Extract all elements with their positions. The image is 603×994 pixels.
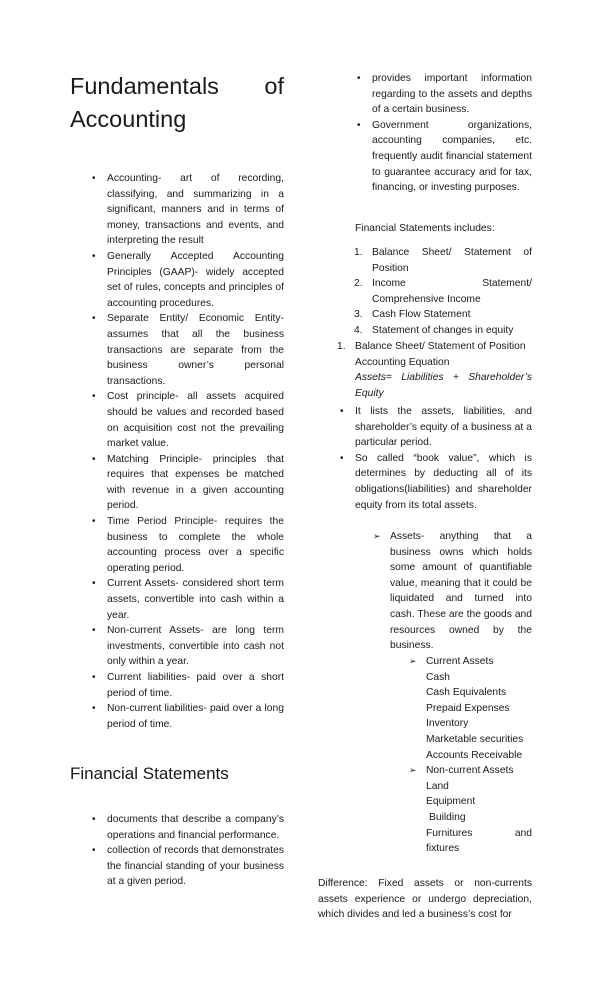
fs-includes-list xyxy=(354,245,532,339)
bullet-icon: • xyxy=(92,845,96,857)
bullet-icon: • xyxy=(92,703,96,715)
balance-sheet-heading: Balance Sheet/ Statement of Position xyxy=(355,341,526,352)
list-item: 1. Balance Sheet/ Statement of Position xyxy=(354,247,532,274)
list-item: • Non-current liabilities- paid over a long period of time. xyxy=(92,703,284,730)
list-item: • Cost principle- all assets acquired should be values and recorded based on acquisition cost not the prevailing market value. xyxy=(92,391,284,450)
arrow-bullet-icon: ➢ xyxy=(409,765,417,776)
bullet-icon: • xyxy=(92,453,96,465)
fs-includes-label: Financial Statements includes: xyxy=(355,223,495,234)
equation-label: Accounting Equation xyxy=(355,356,450,368)
arrow-bullet-icon: ➢ xyxy=(409,656,417,666)
list-item: • Accounting- art of recording, classifying, and summarizing in a significant, manners and in terms of money, transactions and events, and interpreting the result xyxy=(92,173,284,247)
list-item: • documents that describe a company’s operations and financial performance. xyxy=(92,814,284,841)
list-item: 3. Cash Flow Statement xyxy=(354,309,471,321)
list-item: ➢ Assets- anything that a business owns which holds some amount of quantifiable value, meaning that it could be liquidated and turned into cash. These are the goods and resources owned by the business. xyxy=(373,531,532,652)
bullet-icon: • xyxy=(340,406,344,417)
difference-paragraph: Difference: Fixed assets or non-currents assets experience or undergo depreciation, which divides and led a business’s cost for xyxy=(318,878,532,921)
list-item: • collection of records that demonstrates the financial standing of your business at a given period. xyxy=(92,845,284,888)
bullet-icon: • xyxy=(92,313,96,325)
list-item: • Current Assets- considered short term assets, convertible into cash within a year. xyxy=(92,578,284,621)
document-title xyxy=(70,70,284,136)
list-item: • provides important information regarding to the assets and depths of a certain business. xyxy=(357,73,532,116)
definitions-list xyxy=(92,171,284,732)
assets-definition-list xyxy=(373,529,532,654)
bullet-icon: • xyxy=(92,625,96,637)
title-word-of: of xyxy=(264,73,284,99)
list-item: • Non-current Assets- are long term investments, convertible into cash not only within a year. xyxy=(92,625,284,668)
bullet-icon: • xyxy=(92,578,96,590)
bullet-icon: • xyxy=(92,391,96,403)
list-item: • Generally Accepted Accounting Principles (GAAP)- widely accepted set of rules, concepts and principles of accounting procedures. xyxy=(92,250,284,309)
list-item: • Matching Principle- principles that requires that expenses be matched with revenue in a given accounting period. xyxy=(92,453,284,512)
financial-statements-bullets-left xyxy=(92,812,284,890)
bullet-icon: • xyxy=(92,250,96,262)
balance-sheet-bullets xyxy=(340,404,532,513)
noncurrent-assets-group: ➢ Non-current Assets Land Equipment Building Furnitures and fixtures xyxy=(409,765,532,855)
list-item: • So called “book value”, which is determines by deducting all of its obligations(liabilities) and shareholder equity from its total assets. xyxy=(340,452,532,511)
accounting-equation: Assets= Liabilities + Shareholder’s Equity xyxy=(355,372,532,399)
title-word-fundamentals: Fundamentals xyxy=(70,73,219,99)
bullet-icon: • xyxy=(340,452,344,464)
section-heading-financial-statements: Financial Statements xyxy=(70,764,229,783)
list-item: • Separate Entity/ Economic Entity- assumes that all the business transactions are separate from the business owner’s personal transactions. xyxy=(92,313,284,387)
list-item: • It lists the assets, liabilities, and shareholder’s equity of a business at a particular period. xyxy=(340,406,532,449)
list-item: • Government organizations, accounting companies, etc. frequently audit financial statement to guarantee accuracy and for tax, financing, or investing purposes. xyxy=(357,119,532,194)
financial-statements-bullets-right xyxy=(357,71,532,196)
list-item: • Current liabilities- paid over a short period of time. xyxy=(92,672,284,699)
bullet-icon: • xyxy=(92,173,96,184)
balance-sheet-section xyxy=(337,339,532,401)
current-assets-group: ➢ Current Assets Cash Cash Equivalents Prepaid Expenses Inventory Marketable securities Accounts Receivable xyxy=(409,656,524,761)
bullet-icon: • xyxy=(357,119,361,131)
bullet-icon: • xyxy=(357,73,361,84)
bullet-icon: • xyxy=(92,516,96,528)
bullet-icon: • xyxy=(92,814,96,825)
list-item: 2. Income Statement/ Comprehensive Income xyxy=(354,278,532,305)
title-word-accounting: Accounting xyxy=(70,106,187,132)
bullet-icon: • xyxy=(92,672,96,683)
asset-categories-list xyxy=(409,654,532,857)
list-item: 4. Statement of changes in equity xyxy=(354,324,514,336)
list-item: • Time Period Principle- requires the business to complete the whole accounting process over a specific operating period. xyxy=(92,516,284,574)
list-item: 1. Balance Sheet/ Statement of Position Accounting Equation Assets= Liabilities + Shareholder’s Equity xyxy=(355,339,532,401)
arrow-bullet-icon: ➢ xyxy=(373,531,381,541)
